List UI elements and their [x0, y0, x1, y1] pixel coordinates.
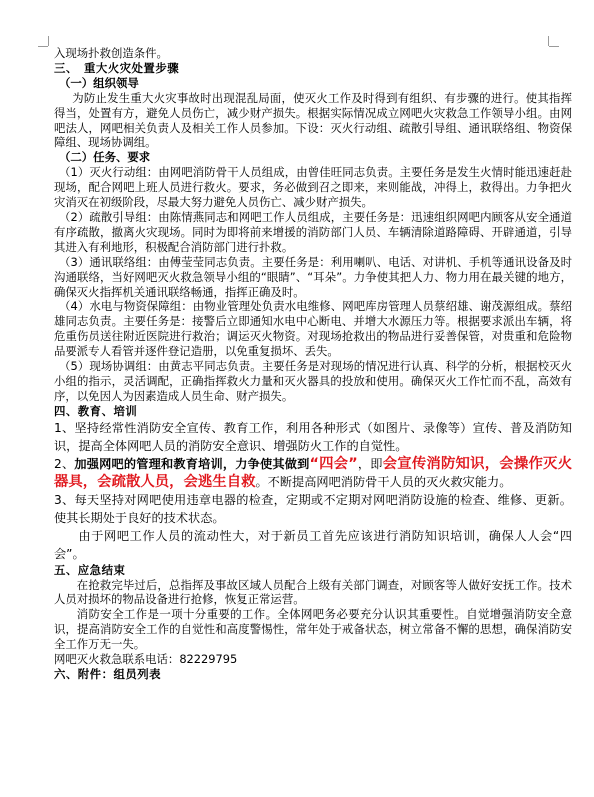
paragraph-continuation: 入现场扑救创造条件。 — [54, 46, 168, 60]
paragraph-safety-summary: 消防安全工作是一项十分重要的工作。全体网吧务必要充分认识其重要性。自觉增强消防安全意识，提高消防安全工作的自觉性和高度警惕性，常年处于戒备状态，树立常备不懈的思想，确保消防安全工作万无一失。 — [54, 607, 572, 652]
task-coordination-group: （5）现场协调组：由黄志平同志负责。主要任务是对现场的情况进行认真、科学的分析，根据校灭火小组的指示，灵活调配，正确指挥救火力量和灭火器具的投放和使用。确保灭火工作忙而不乱，高效有序，以免因人为因素造成人员生命、财产损失。 — [54, 359, 572, 403]
education-item-2-tail: 。不断提高网吧消防骨干人员的灭火救灾能力。 — [255, 474, 512, 489]
task-supplies-group: （4）水电与物资保障组：由物业管理处负责水电维修、网吧库房管理人员蔡绍雄、谢茂源组成。蔡绍雄同志负责。主要任务是：接警后立即通知水电中心断电、并增大水源压力等。根据要求派出车辆，将危重伤员送往附近医院进行救治；调运灭火物资。对现场抢救出的物品进行妥善保管，对贵重和危险物品要派专人看管并逐件登记造册，以免重复损坏、丢失。 — [54, 299, 572, 359]
task-firefighting-group: （1）灭火行动组：由网吧消防骨干人员组成，由曾佳旺同志负责。主要任务是发生火情时能迅速赶赴现场，配合网吧上班人员进行救火。要求，务必做到召之即来，来则能战，冲得上，救得出。力争把火灾消灭在初级阶段，尽最大努力避免人员伤亡、减少财产损失。 — [54, 165, 572, 210]
subsection-heading-tasks: （二）任务、要求 — [59, 150, 151, 165]
education-item-3: 3、每天坚持对网吧使用违章电器的检查，定期或不定期对网吧消防设施的检查、维修、更新。使其长期处于良好的技术状态。 — [54, 492, 572, 525]
education-item-2-joiner: ，即 — [357, 456, 383, 471]
education-item-4: 由于网吧工作人员的流动性大，对于新员工首先应该进行消防知识培训，确保人人会“四会”。 — [54, 528, 572, 561]
emergency-phone-line — [54, 652, 572, 667]
education-item-2-bold: 加强网吧的管理和教育培训，力争使其做到 — [74, 456, 310, 471]
four-skills-list-highlight: 会宣传消防知识，会操作灭火器具，会疏散人员，会逃生自救 — [54, 455, 572, 490]
task-evacuation-group: （2）疏散引导组：由陈情燕同志和网吧工作人员组成，主要任务是：迅速组织网吧内顾客从安全通道有序疏散，撤离火灾现场。同时为即将前来增援的消防部门人员、车辆清除道路障碍、开辟通道，引导其进入有利地形，积极配合消防部门进行扑救。 — [54, 209, 572, 254]
education-item-2 — [54, 455, 572, 491]
paragraph-emergency-end: 在抢救完毕过后，总指挥及事故区域人员配合上级有关部门调查，对顾客等人做好安抚工作。技术人员对损坏的物品设备进行抢修，恢复正常运营。 — [54, 577, 572, 607]
section-heading-6: 六、附件：组员列表 — [54, 667, 162, 681]
emergency-phone-label: 网吧灭火救急联系电话： — [54, 652, 180, 667]
education-item-2-number: 2、 — [54, 456, 75, 471]
emergency-phone-number: 82229795 — [179, 652, 238, 667]
education-item-1: 1、坚持经常性消防安全宣传、教育工作，利用各种形式（如图片、录像等）宣传、普及消防知识，提高全体网吧人员的消防安全意识、增强防火工作的自觉性。 — [54, 420, 572, 453]
document-page — [54, 46, 572, 682]
paragraph-organization: 为防止发生重大火灾事故时出现混乱局面，使灭火工作及时得到有组织、有步骤的进行。使其指挥得当，处置有方，避免人员伤亡，减少财产损失。根据实际情况成立网吧火灾救急工作领导小组。由网吧法人，网吧相关负责人及相关工作人员参加。下设：灭火行动组、疏散引导组、通讯联络组、物资保障组、现场协调组。 — [54, 90, 572, 150]
task-communication-group: （3）通讯联络组：由傅莹莹同志负责。主要任务是：利用喇叭、电话、对讲机、手机等通讯设备及时沟通联络，当好网吧灭火救急领导小组的“眼睛”、“耳朵”。力争使其把人力、物力用在最关键的地方，确保灭火指挥机关通讯联络畅通，指挥正确及时。 — [54, 254, 572, 299]
section-heading-5: 五、应急结束 — [54, 562, 126, 577]
section-heading-4: 四、教育、培训 — [54, 403, 138, 418]
four-skills-highlight: “四会” — [309, 455, 358, 472]
section-heading-3: 三、 重大火灾处置步骤 — [54, 60, 180, 75]
subsection-heading-organization: （一）组织领导 — [59, 75, 139, 90]
